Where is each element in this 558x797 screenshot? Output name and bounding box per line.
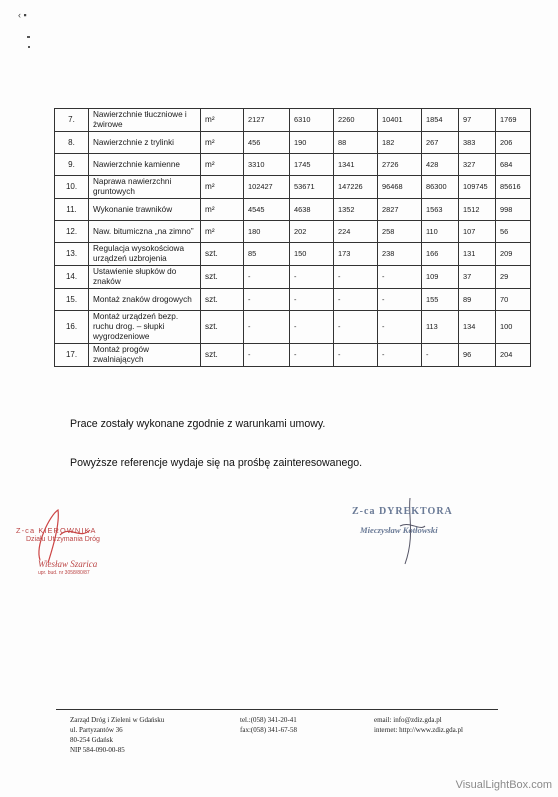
value-cell: - xyxy=(244,344,290,367)
value-cell: - xyxy=(378,266,422,289)
value-cell: 53671 xyxy=(290,176,334,199)
value-cell: 37 xyxy=(459,266,496,289)
row-number: 13. xyxy=(55,243,89,266)
value-cell: 202 xyxy=(290,221,334,243)
value-cell: 86300 xyxy=(422,176,459,199)
work-description: Montaż urządzeń bezp. ruchu drog. – słupki wygrodzeniowe xyxy=(89,311,201,344)
value-cell: 204 xyxy=(496,344,531,367)
unit-cell: m² xyxy=(201,199,244,221)
footer-address-line: ul. Partyzantów 36 xyxy=(70,726,123,734)
value-cell: - xyxy=(290,344,334,367)
row-number: 12. xyxy=(55,221,89,243)
value-cell: 4638 xyxy=(290,199,334,221)
value-cell: 102427 xyxy=(244,176,290,199)
table-row xyxy=(55,199,531,221)
value-cell: - xyxy=(334,289,378,311)
value-cell: 150 xyxy=(290,243,334,266)
stamp-deputy-director xyxy=(352,506,453,535)
value-cell: 209 xyxy=(496,243,531,266)
value-cell: 6310 xyxy=(290,109,334,132)
row-number: 15. xyxy=(55,289,89,311)
table-row xyxy=(55,154,531,176)
value-cell: 180 xyxy=(244,221,290,243)
work-description: Naprawa nawierzchni gruntowych xyxy=(89,176,201,199)
work-description: Montaż progów zwalniających xyxy=(89,344,201,367)
value-cell: - xyxy=(378,311,422,344)
footer-email: email: info@zdiz.gda.pl xyxy=(374,716,442,724)
stamp-left-licence: upr. bud. nr 3058/80/87 xyxy=(38,570,90,576)
value-cell: 206 xyxy=(496,132,531,154)
table-row xyxy=(55,243,531,266)
value-cell: - xyxy=(334,311,378,344)
value-cell: 85616 xyxy=(496,176,531,199)
row-number: 17. xyxy=(55,344,89,367)
footer-contact xyxy=(374,715,463,735)
value-cell: 110 xyxy=(422,221,459,243)
footer-website: internet: http://www.zdiz.gda.pl xyxy=(374,726,463,734)
value-cell: 109745 xyxy=(459,176,496,199)
value-cell: 173 xyxy=(334,243,378,266)
value-cell: - xyxy=(334,344,378,367)
value-cell: 109 xyxy=(422,266,459,289)
work-description: Naw. bitumiczna „na zimno” xyxy=(89,221,201,243)
value-cell: 327 xyxy=(459,154,496,176)
row-number: 10. xyxy=(55,176,89,199)
value-cell: 29 xyxy=(496,266,531,289)
value-cell: 224 xyxy=(334,221,378,243)
value-cell: 998 xyxy=(496,199,531,221)
table-row xyxy=(55,289,531,311)
unit-cell: m² xyxy=(201,132,244,154)
row-number: 8. xyxy=(55,132,89,154)
value-cell: 2827 xyxy=(378,199,422,221)
value-cell: 89 xyxy=(459,289,496,311)
value-cell: 1769 xyxy=(496,109,531,132)
work-description: Nawierzchnie z trylinki xyxy=(89,132,201,154)
value-cell: 70 xyxy=(496,289,531,311)
value-cell: 684 xyxy=(496,154,531,176)
references-table xyxy=(54,108,531,367)
value-cell: 2260 xyxy=(334,109,378,132)
statement-completed: Prace zostały wykonane zgodnie z warunkami umowy. xyxy=(70,418,326,430)
statement-reference: Powyższe referencje wydaje się na prośbę zainteresowanego. xyxy=(70,457,363,469)
value-cell: 97 xyxy=(459,109,496,132)
value-cell: 1745 xyxy=(290,154,334,176)
value-cell: 88 xyxy=(334,132,378,154)
value-cell: 190 xyxy=(290,132,334,154)
value-cell: - xyxy=(378,344,422,367)
corner-mark: ‹ ▪ xyxy=(18,10,27,20)
work-description: Nawierzchnie kamienne xyxy=(89,154,201,176)
table-row xyxy=(55,221,531,243)
value-cell: 238 xyxy=(378,243,422,266)
footer-phone-line: tel.:(058) 341-20-41 xyxy=(240,716,297,724)
watermark: VisualLightBox.com xyxy=(455,779,552,791)
value-cell: - xyxy=(422,344,459,367)
value-cell: 456 xyxy=(244,132,290,154)
work-description: Ustawienie słupków do znaków xyxy=(89,266,201,289)
value-cell: 3310 xyxy=(244,154,290,176)
value-cell: 166 xyxy=(422,243,459,266)
value-cell: - xyxy=(290,289,334,311)
table-row xyxy=(55,132,531,154)
unit-cell: szt. xyxy=(201,344,244,367)
unit-cell: szt. xyxy=(201,289,244,311)
footer-rule xyxy=(56,709,498,710)
stamp-right-title: Z-ca DYREKTORA xyxy=(352,506,453,517)
stamp-left-title: Z-ca KIEROWNIKA xyxy=(16,526,97,535)
footer-address-line: Zarząd Dróg i Zieleni w Gdańsku xyxy=(70,716,165,724)
table-row xyxy=(55,176,531,199)
table-row xyxy=(55,266,531,289)
value-cell: 383 xyxy=(459,132,496,154)
value-cell: 147226 xyxy=(334,176,378,199)
value-cell: - xyxy=(244,266,290,289)
table-row xyxy=(55,344,531,367)
stamp-left-name: Wiesław Szarica xyxy=(38,559,98,569)
value-cell: 56 xyxy=(496,221,531,243)
value-cell: 100 xyxy=(496,311,531,344)
value-cell: 1352 xyxy=(334,199,378,221)
row-number: 14. xyxy=(55,266,89,289)
value-cell: 96 xyxy=(459,344,496,367)
unit-cell: szt. xyxy=(201,311,244,344)
value-cell: 107 xyxy=(459,221,496,243)
value-cell: 113 xyxy=(422,311,459,344)
unit-cell: szt. xyxy=(201,243,244,266)
unit-cell: m² xyxy=(201,176,244,199)
table-row xyxy=(55,109,531,132)
value-cell: - xyxy=(290,266,334,289)
scan-speck xyxy=(27,36,30,38)
scan-speck xyxy=(28,46,30,48)
row-number: 16. xyxy=(55,311,89,344)
footer-address-line: 80-254 Gdańsk xyxy=(70,736,113,744)
footer-phone-line: fax:(058) 341-67-58 xyxy=(240,726,297,734)
stamp-right-name: Mieczysław Kotłowski xyxy=(360,525,438,535)
value-cell: 2127 xyxy=(244,109,290,132)
value-cell: 134 xyxy=(459,311,496,344)
value-cell: 1854 xyxy=(422,109,459,132)
value-cell: 428 xyxy=(422,154,459,176)
value-cell: - xyxy=(334,266,378,289)
value-cell: 85 xyxy=(244,243,290,266)
value-cell: 131 xyxy=(459,243,496,266)
value-cell: 1341 xyxy=(334,154,378,176)
value-cell: 155 xyxy=(422,289,459,311)
value-cell: - xyxy=(244,311,290,344)
row-number: 11. xyxy=(55,199,89,221)
stamp-deputy-manager xyxy=(16,518,136,598)
value-cell: 10401 xyxy=(378,109,422,132)
footer-phones xyxy=(240,715,297,735)
work-description: Montaż znaków drogowych xyxy=(89,289,201,311)
stamp-left-dept: Działu Utrzymania Dróg xyxy=(26,536,100,543)
table-row xyxy=(55,311,531,344)
value-cell: 182 xyxy=(378,132,422,154)
value-cell: - xyxy=(290,311,334,344)
work-description: Regulacja wysokościowa urządzeń uzbrojenia xyxy=(89,243,201,266)
unit-cell: m² xyxy=(201,221,244,243)
value-cell: 96468 xyxy=(378,176,422,199)
unit-cell: m² xyxy=(201,109,244,132)
value-cell: 258 xyxy=(378,221,422,243)
unit-cell: szt. xyxy=(201,266,244,289)
table-body xyxy=(55,109,531,367)
value-cell: 4545 xyxy=(244,199,290,221)
value-cell: - xyxy=(378,289,422,311)
value-cell: 267 xyxy=(422,132,459,154)
row-number: 9. xyxy=(55,154,89,176)
value-cell: 1563 xyxy=(422,199,459,221)
unit-cell: m² xyxy=(201,154,244,176)
work-description: Wykonanie trawników xyxy=(89,199,201,221)
row-number: 7. xyxy=(55,109,89,132)
footer-address xyxy=(70,715,164,755)
value-cell: 1512 xyxy=(459,199,496,221)
value-cell: - xyxy=(244,289,290,311)
footer-address-line: NIP 584-090-00-85 xyxy=(70,746,125,754)
value-cell: 2726 xyxy=(378,154,422,176)
work-description: Nawierzchnie tłuczniowe i żwirowe xyxy=(89,109,201,132)
